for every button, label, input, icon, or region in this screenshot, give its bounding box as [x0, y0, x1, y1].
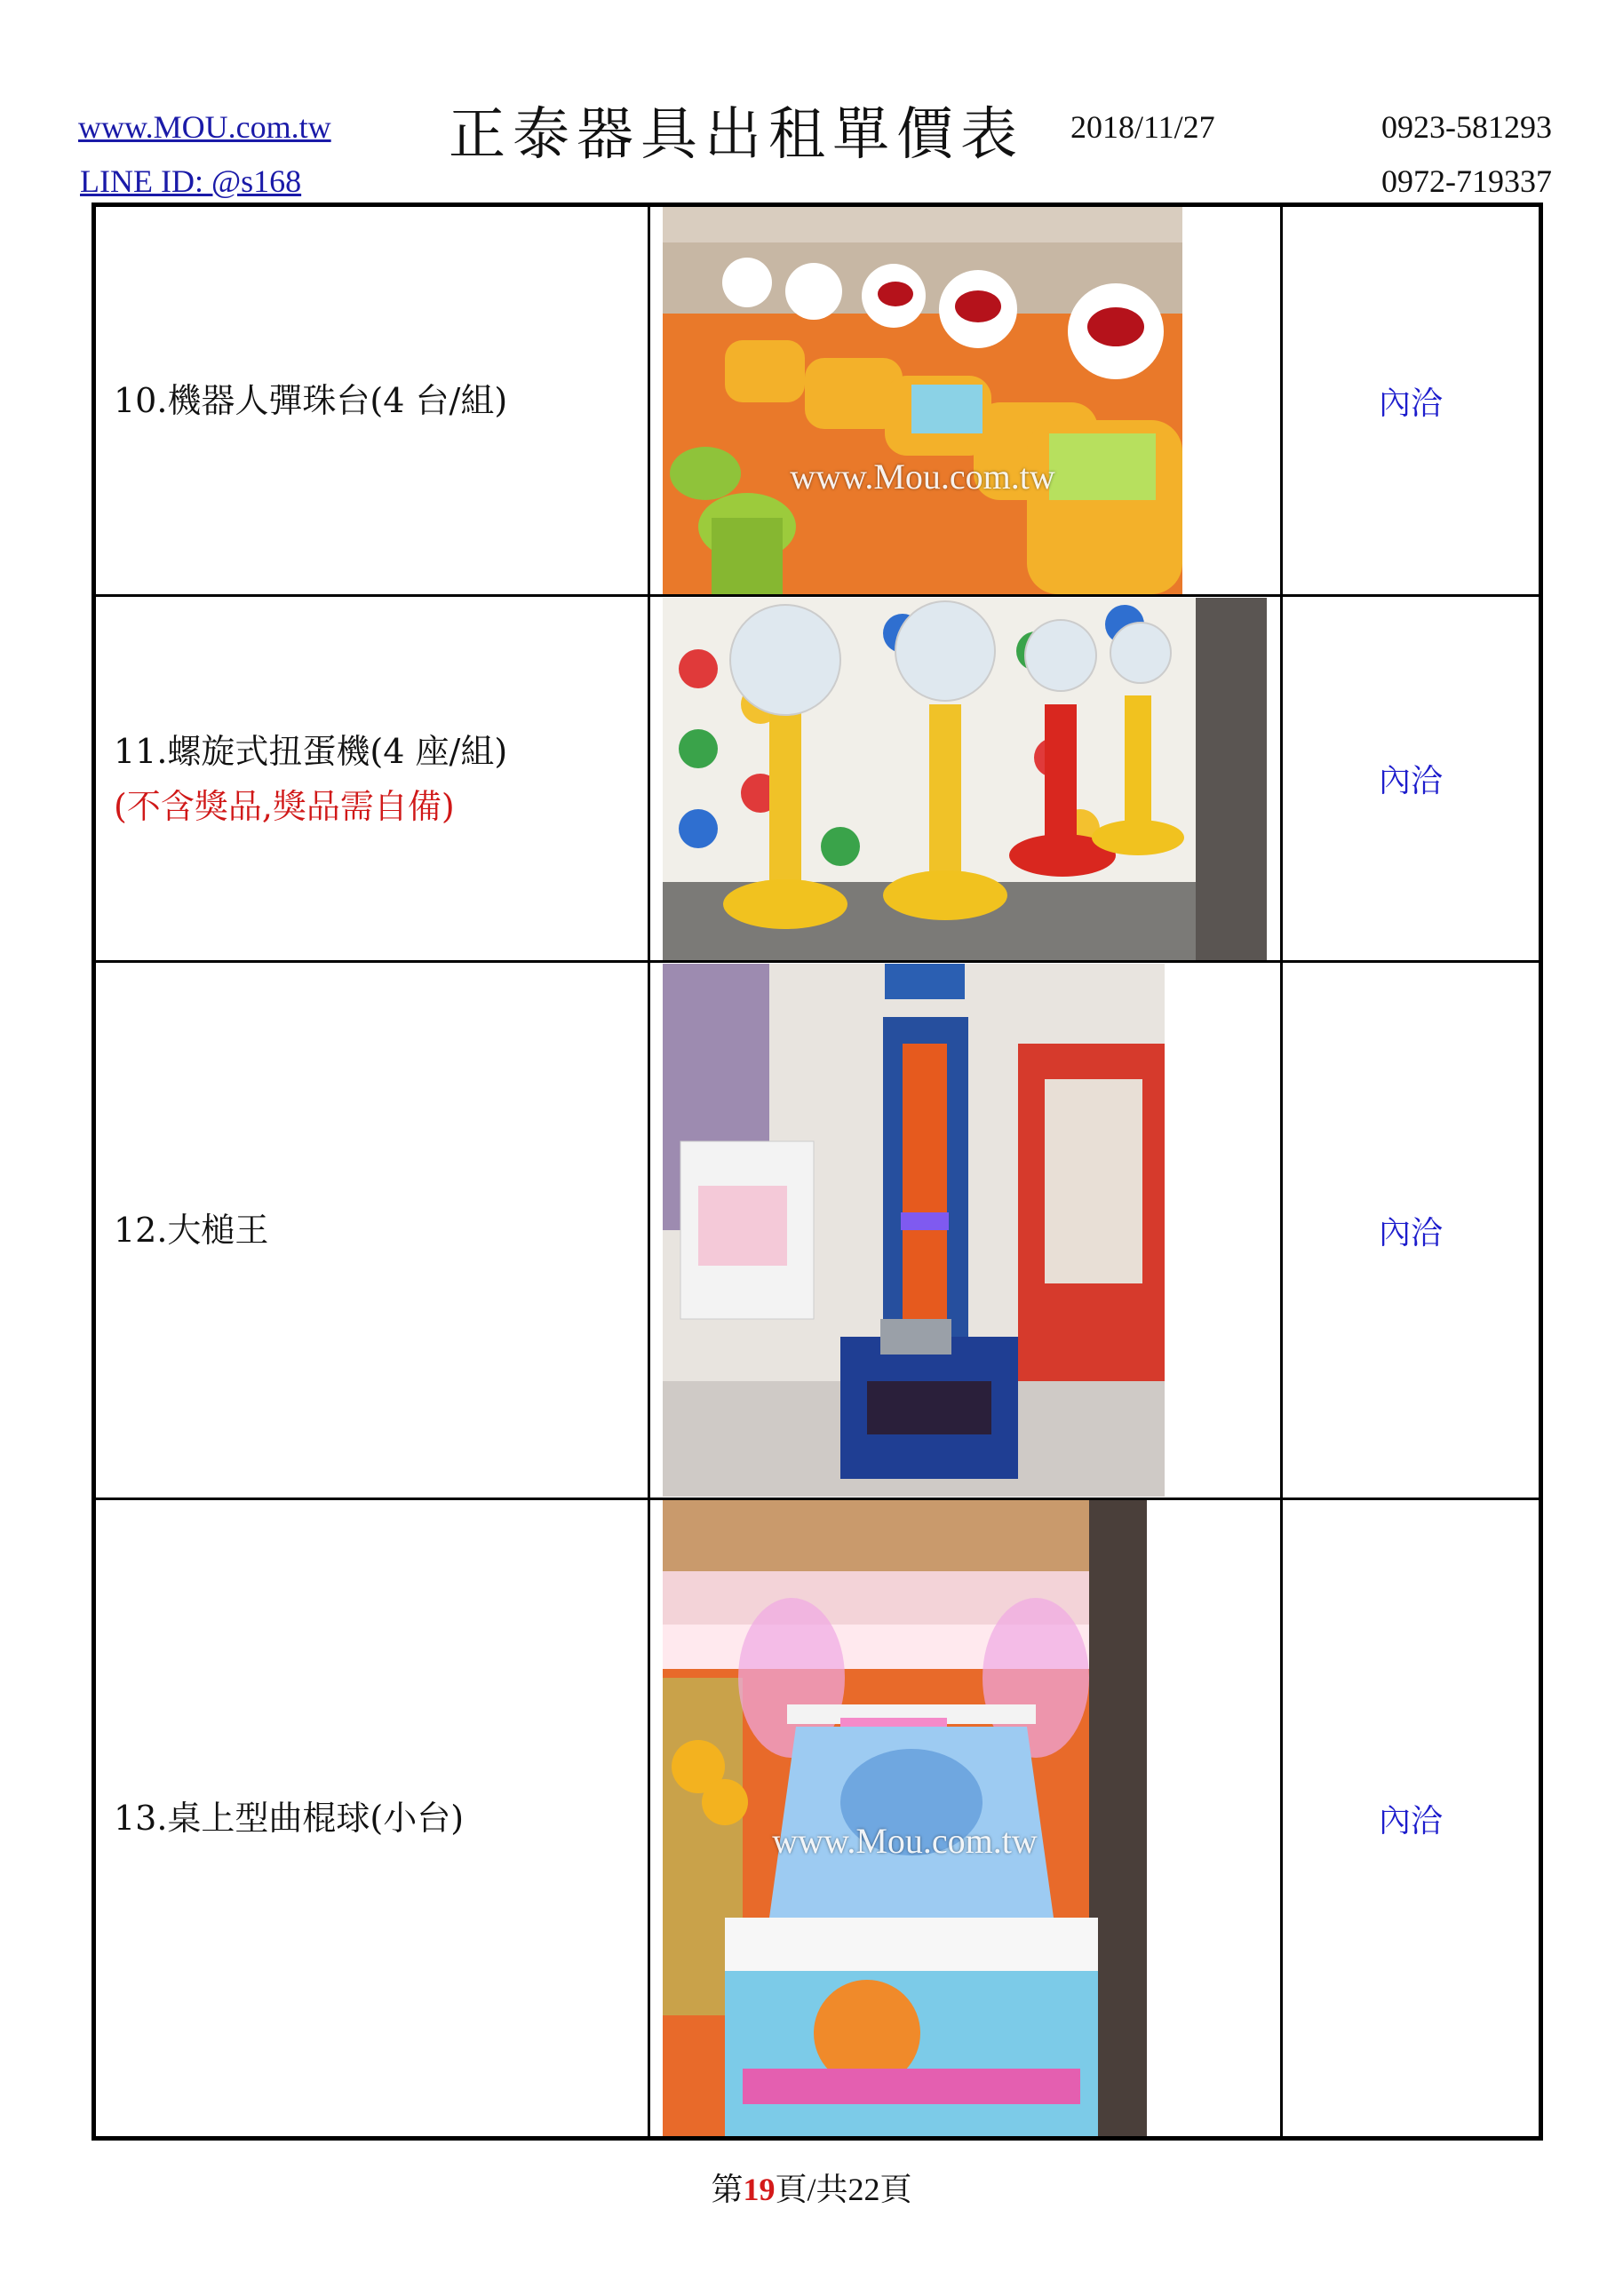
item-name-cell: [94, 962, 649, 1499]
price-value: 內洽: [1378, 385, 1443, 422]
item-photo-cell: [649, 596, 1282, 962]
item-name: 13.桌上型曲棍球(小台): [114, 1799, 465, 1838]
item-photo-gumball-machine: [663, 598, 1267, 960]
item-photo-cell: [649, 205, 1282, 596]
table-row: [94, 1499, 1541, 2139]
item-name: 12.大槌王: [114, 1211, 269, 1250]
item-name-cell: [94, 596, 649, 962]
price-value: 內洽: [1378, 1214, 1443, 1251]
hammer-king-image: [663, 964, 1165, 1497]
phone-number-2: 0972-719337: [1381, 163, 1552, 199]
item-note: (不含獎品,獎品需自備): [114, 786, 455, 826]
document-date: 2018/11/27: [1070, 109, 1215, 145]
page-middle: 頁/共: [775, 2172, 848, 2207]
item-photo-air-hockey: [663, 1500, 1147, 2136]
page-footer: [0, 2165, 1623, 2210]
table-row: [94, 596, 1541, 962]
price-cell: [1282, 1499, 1541, 2139]
line-id-link[interactable]: LINE ID: @s168: [80, 163, 302, 199]
item-photo-hammer-king: [663, 964, 1165, 1497]
price-value: 內洽: [1378, 1802, 1443, 1839]
rental-price-table: [91, 203, 1543, 2141]
page-title: 正泰器具出租單價表: [449, 102, 1024, 168]
price-cell: [1282, 962, 1541, 1499]
total-pages: 22: [847, 2172, 880, 2207]
item-name-cell: [94, 205, 649, 596]
item-photo-cell: [649, 962, 1282, 1499]
item-name-cell: [94, 1499, 649, 2139]
item-name: 10.機器人彈珠台(4 台/組): [114, 381, 508, 420]
table-row: [94, 205, 1541, 596]
current-page-number: 19: [743, 2172, 776, 2207]
phone-number-1: 0923-581293: [1381, 109, 1552, 145]
table-row: [94, 962, 1541, 1499]
gumball-machine-image: [663, 598, 1267, 960]
price-value: 內洽: [1378, 763, 1443, 799]
air-hockey-image: [663, 1500, 1147, 2136]
price-cell: [1282, 596, 1541, 962]
page-prefix: 第: [711, 2172, 744, 2207]
watermark-text: www.Mou.com.tw: [790, 457, 1055, 497]
watermark-text: www.Mou.com.tw: [772, 1821, 1038, 1861]
item-photo-cell: [649, 1499, 1282, 2139]
robot-pinball-image: [663, 207, 1182, 594]
item-photo-robot-pinball: [663, 207, 1182, 594]
page-suffix: 頁: [879, 2172, 912, 2207]
site-link[interactable]: www.MOU.com.tw: [78, 109, 331, 145]
item-name: 11.螺旋式扭蛋機(4 座/組): [114, 731, 508, 771]
price-cell: [1282, 205, 1541, 596]
